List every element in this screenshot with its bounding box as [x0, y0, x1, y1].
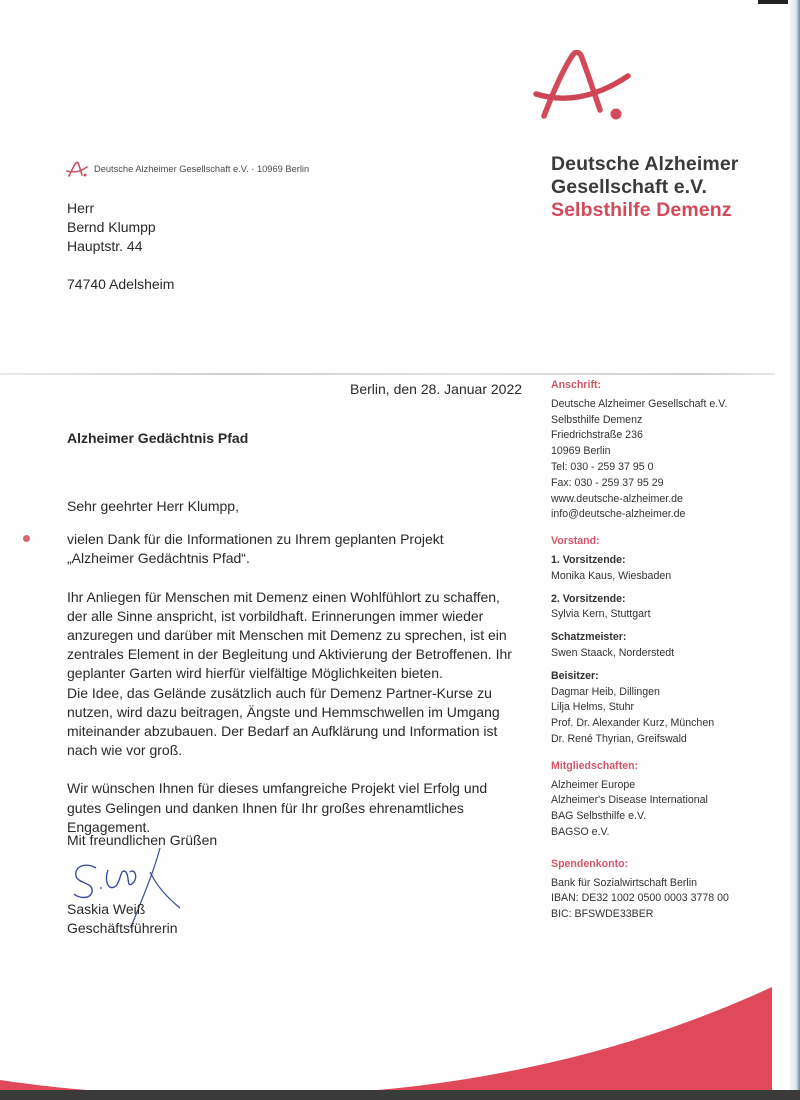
- text-line: gutes Gelingen und danken Ihnen für Ihr großes ehrenamtliches: [67, 799, 464, 816]
- recipient-address: [67, 199, 174, 294]
- fax: Fax: 030 - 259 37 95 29: [551, 476, 664, 489]
- bank-name: Bank für Sozialwirtschaft Berlin: [551, 876, 698, 889]
- membership-item: Alzheimer Europe: [551, 778, 636, 791]
- small-logo-icon: [66, 161, 88, 177]
- donation-section: [551, 857, 781, 923]
- address-line: Selbsthilfe Demenz: [551, 413, 643, 426]
- text-line: anzuregen und darüber mit Menschen mit Demenz zu sprechen, ist ein: [67, 627, 507, 644]
- role-person: Sylvia Kern, Stuttgart: [551, 608, 651, 621]
- signer-name: Saskia Weiß: [67, 901, 146, 917]
- role-person: Lilja Helms, Stuhr: [551, 701, 635, 714]
- paper-fold-line: [0, 373, 775, 375]
- board-chair1: [551, 553, 781, 585]
- role-label: 2. Vorsitzende:: [551, 592, 626, 605]
- role-person: Swen Staack, Norderstedt: [551, 646, 675, 659]
- letter-date: Berlin, den 28. Januar 2022: [350, 381, 523, 397]
- organization-name: [551, 153, 738, 222]
- board-title: Vorstand:: [551, 535, 600, 548]
- memberships-section: [551, 759, 781, 841]
- role-label: 1. Vorsitzende:: [551, 553, 626, 566]
- address-line: 10969 Berlin: [551, 445, 611, 458]
- paragraph-1: [67, 530, 527, 568]
- sender-return-address: [66, 161, 309, 177]
- text-line: Engagement.: [67, 818, 151, 835]
- scan-bottom-edge: [0, 1090, 800, 1100]
- phone: Tel: 030 - 259 37 95 0: [551, 460, 654, 473]
- paragraph-3: [67, 779, 527, 837]
- info-sidebar: [551, 378, 781, 934]
- memberships-title: Mitgliedschaften:: [551, 759, 639, 772]
- text-line: vielen Dank für die Informationen zu Ihrem geplanten Projekt: [67, 531, 444, 548]
- text-line: Ihr Anliegen für Menschen mit Demenz einen Wohlfühlort zu schaffen,: [67, 588, 500, 605]
- signer-block: [67, 900, 178, 938]
- paragraph-2: [67, 588, 527, 761]
- footer-wave-decoration: [0, 980, 800, 1100]
- role-person: Dagmar Heib, Dillingen: [551, 685, 660, 698]
- org-name-line2: Gesellschaft e.V.: [551, 176, 707, 198]
- org-name-line3: Selbsthilfe Demenz: [551, 199, 732, 221]
- recipient-salutation: Herr: [67, 200, 95, 216]
- address-section: [551, 378, 781, 523]
- alzheimer-a-logo-icon: [532, 50, 632, 122]
- role-label: Beisitzer:: [551, 669, 599, 682]
- sender-line-text: Deutsche Alzheimer Gesellschaft e.V. · 10969 Berlin: [94, 164, 310, 174]
- role-person: Monika Kaus, Wiesbaden: [551, 569, 672, 582]
- letter-body: [67, 497, 527, 856]
- org-name-line1: Deutsche Alzheimer: [551, 153, 739, 175]
- address-line: Friedrichstraße 236: [551, 429, 643, 442]
- membership-item: Alzheimer's Disease International: [551, 794, 708, 807]
- membership-item: BAG Selbsthilfe e.V.: [551, 810, 647, 823]
- bic: BIC: BFSWDE33BER: [551, 908, 654, 921]
- text-line: „Alzheimer Gedächtnis Pfad“.: [67, 550, 250, 567]
- email: info@deutsche-alzheimer.de: [551, 508, 686, 521]
- text-line: Die Idee, das Gelände zusätzlich auch für Demenz Partner-Kurse zu: [67, 684, 492, 701]
- text-line: Wir wünschen Ihnen für dieses umfangreiche Projekt viel Erfolg und: [67, 780, 488, 797]
- role-person: Dr. René Thyrian, Greifswald: [551, 732, 687, 745]
- signer-title: Geschäftsführerin: [67, 920, 178, 936]
- text-line: miteinander abzubauen. Der Bedarf an Aufklärung und Information ist: [67, 723, 498, 740]
- scan-right-edge: [790, 0, 800, 1100]
- board-treasurer: [551, 630, 781, 662]
- text-line: nutzen, wird dazu beitragen, Ängste und Hemmschwellen im Umgang: [67, 703, 500, 720]
- greeting: Sehr geehrter Herr Klumpp,: [67, 498, 239, 514]
- board-section: [551, 534, 781, 748]
- recipient-city: 74740 Adelsheim: [67, 276, 175, 292]
- iban: IBAN: DE32 1002 0500 0003 3778 00: [551, 892, 729, 905]
- text-line: zentrales Element in der Begleitung und Aktivierung der Betroffenen. Ihr: [67, 646, 512, 663]
- text-line: nach wie vor groß.: [67, 742, 183, 759]
- recipient-street: Hauptstr. 44: [67, 238, 143, 254]
- address-title: Anschrift:: [551, 379, 602, 391]
- text-line: geplanter Garten wird hierfür vielfältige Möglichkeiten bieten.: [67, 665, 443, 682]
- role-person: Prof. Dr. Alexander Kurz, München: [551, 717, 715, 730]
- website: www.deutsche-alzheimer.de: [551, 492, 683, 505]
- donation-title: Spendenkonto:: [551, 857, 629, 870]
- membership-item: BAGSO e.V.: [551, 825, 610, 838]
- letter-subject: Alzheimer Gedächtnis Pfad: [67, 430, 249, 446]
- recipient-name: Bernd Klumpp: [67, 219, 156, 235]
- text-line: der alle Sinne anspricht, ist vorbildhaft. Erinnerungen immer wieder: [67, 607, 484, 624]
- role-label: Schatzmeister:: [551, 631, 627, 644]
- fold-mark-dot: [23, 535, 30, 542]
- board-chair2: [551, 592, 781, 624]
- scan-edge-mark: [758, 0, 788, 4]
- board-assessors: [551, 669, 781, 748]
- address-line: Deutsche Alzheimer Gesellschaft e.V.: [551, 397, 728, 410]
- closing-phrase: Mit freundlichen Grüßen: [67, 832, 218, 848]
